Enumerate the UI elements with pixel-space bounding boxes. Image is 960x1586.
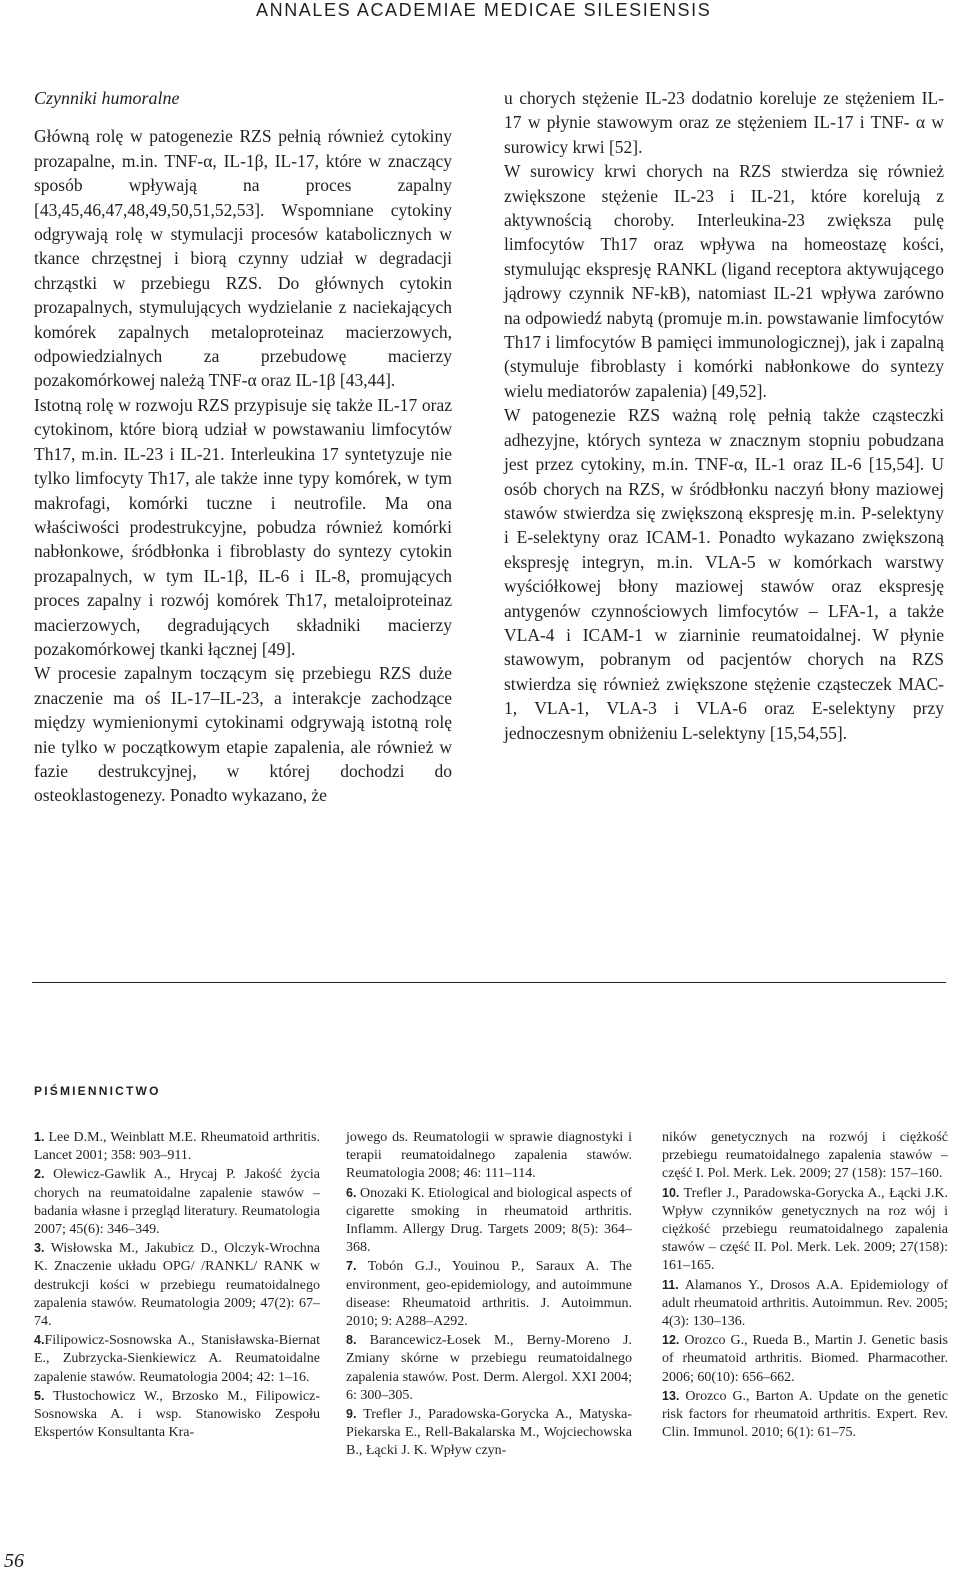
- reference-text: Trefler J., Paradowska-Gorycka A., Łącki J.K. Wpływ czynników genetycznych na roz wój i ciężkość przebiegu reumatoidalnego zapalenia stawów – część II. Pol. Merk. Lek. 2009; 27(158): 161–165.: [662, 1185, 948, 1274]
- paragraph: W procesie zapalnym toczącym się przebiegu RZS duże znaczenie ma oś IL-17–IL-23, a interakcje zachodzące między wymienionymi cytokinami odgrywają istotną rolę nie tylko w początkowym etapie zapalenia, ale również w fazie destrukcyjnej, w której dochodzi do osteoklastogenezy. Ponadto wykazano, że: [34, 663, 452, 806]
- reference-number: 4.: [34, 1333, 45, 1348]
- reference-item: [346, 1257, 632, 1331]
- reference-text: Orozco G., Barton A. Update on the genetic risk factors for rheumatoid arthritis. Expert. Rev. Clin. Immunol. 2010; 6(1): 61–75.: [662, 1388, 948, 1441]
- paragraph: u chorych stężenie IL-23 dodatnio koreluje ze stężeniem IL-17 w płynie stawowym oraz ze stężeniem IL-17 i TNF- α w surowicy krwi [52].: [504, 88, 944, 157]
- reference-text: Onozaki K. Etiological and biological aspects of cigarette smoking in rheumatoid arthritis. Inflamm. Allergy Drug. Targets 2009; 8(5): 364–368.: [346, 1185, 632, 1256]
- reference-number: 13.: [662, 1388, 680, 1403]
- article-column-left: [34, 86, 452, 808]
- reference-text: Orozco G., Rueda B., Martin J. Genetic basis of rheumatoid arthritis. Biomed. Pharmacother. 2006; 60(10): 656–662.: [662, 1333, 948, 1385]
- reference-item: [34, 1128, 320, 1165]
- reference-item: [34, 1331, 320, 1387]
- paragraph: W surowicy krwi chorych na RZS stwierdza się również zwiększone stężenie IL-23 i IL-21, które korelują z aktywnością choroby. Interleukina-23 zwiększa pulę limfocytów Th17 oraz wpływa na homeostazę kości, stymulując ekspresję RANKL (ligand receptora aktywującego jądrowy czynnik NF-kB), natomiast IL-21 wpływa zarówno na odpowiedź nabytą (promuje m.in. powstawanie limfocytów Th17 i limfocytów B pamięci immunologicznej), jak i zapalną (stymuluje fibroblasty i komórki nabłonkowe do syntezy wielu mediatorów zapalenia) [49,52].: [504, 161, 944, 401]
- section-title: Czynniki humoralne: [34, 88, 180, 108]
- reference-number: 6.: [346, 1185, 357, 1200]
- reference-text: Tobón G.J., Youinou P., Saraux A. The environment, geo-epidemiology, and autoimmune disease: Rheumatoid arthritis. J. Autoimmun. 2010; 9: A288–A292.: [346, 1259, 632, 1330]
- references-title: PIŚMIENNICTWO: [34, 1084, 161, 1098]
- paragraph: W patogenezie RZS ważną rolę pełnią także cząsteczki adhezyjne, których synteza w znacznym stopniu pobudzana jest przez cytokiny, m.in. TNF-α, IL-1 oraz IL-6 [15,54]. U osób chorych na RZS, w śródbłonku naczyń błony maziowej stawów stwierdza się zwiększoną ekspresję m.in. P-selektyny i E-selektyny oraz ICAM-1. Ponadto wykazano zwiększoną ekspresję integryn, m.in. VLA-5 w komórkach warstwy wyściółkowej błony maziowej stawów oraz ekspresję antygenów czynnościowych limfocytów – LFA-1, a także VLA-4 i ICAM-1 w ziarninie reumatoidalnej. W płynie stawowym, pobranym od pacjentów chorych na RZS stwierdza się również zwiększone stężenie cząsteczek MAC-1, VLA-1, VLA-3 i VLA-6 oraz E-selektyny przy jednoczesnym obniżeniu L-selektyny [15,54,55].: [504, 405, 944, 743]
- reference-number: 3.: [34, 1241, 45, 1256]
- reference-text: jowego ds. Reumatologii w sprawie diagnostyki i terapii reumatoidalnego zapalenia stawów. Reumatologia 2008; 46: 111–114.: [346, 1130, 632, 1182]
- paragraph: Główną rolę w patogenezie RZS pełnią również cytokiny prozapalne, m.in. TNF-α, IL-1β, IL-17, które w znaczący sposób wpływają na proces zapalny [43,45,46,47,48,49,50,51,52,53]. Wspomniane cytokiny odgrywają rolę w stymulacji procesów katabolicznych w tkance chrzęstnej i biorą czynny udział w degradacji chrząstki w przebiegu RZS. Do głównych cytokin prozapalnych, stymulujących wydzielanie z naciekających komórek zapalnych metaloproteinaz macierzowych, odpowiedzialnych za przebudowę macierzy pozakomórkowej należą TNF-α oraz IL-1β [43,44].: [34, 126, 452, 391]
- reference-item: [662, 1184, 948, 1276]
- reference-item: [34, 1165, 320, 1239]
- reference-item: [662, 1276, 948, 1332]
- references-column-1: [34, 1128, 320, 1442]
- reference-text: Wisłowska M., Jakubicz D., Olczyk-Wrochna K. Znaczenie układu OPG/ /RANKL/ RANK w destrukcji kości w przebiegu reumatoidalnego zapalenia stawów. Reumatologia 2009; 47(2): 67–74.: [34, 1241, 320, 1330]
- reference-number: 11.: [662, 1277, 679, 1292]
- reference-text: Trefler J., Paradowska-Gorycka A., Matyska-Piekarska E., Rell-Bakalarska M., Wojciechowska B., Łącki J. K. Wpływ czyn-: [346, 1407, 632, 1459]
- references-column-3: [662, 1128, 948, 1442]
- reference-text: Barancewicz-Łosek M., Berny-Moreno J. Zmiany skórne w przebiegu reumatoidalnego zapalenia stawów. Post. Derm. Alergol. XXI 2004; 6: 300–305.: [346, 1333, 632, 1403]
- reference-item: [346, 1331, 632, 1405]
- references-column-2: [346, 1128, 632, 1461]
- page-number: 56: [4, 1550, 24, 1572]
- running-head: ANNALES ACADEMIAE MEDICAE SILESIENSIS: [256, 0, 712, 20]
- reference-number: 2.: [34, 1167, 45, 1182]
- reference-text: Tłustochowicz W., Brzosko M., Filipowicz-Sosnowska A. i wsp. Stanowisko Zespołu Ekspertów Konsultanta Kra-: [34, 1388, 320, 1441]
- reference-item: [34, 1239, 320, 1331]
- article-column-right: [504, 86, 944, 745]
- reference-item: [346, 1405, 632, 1461]
- reference-item: [346, 1128, 632, 1184]
- reference-number: 5.: [34, 1388, 45, 1403]
- reference-number: 10.: [662, 1185, 680, 1200]
- reference-item: [662, 1387, 948, 1443]
- reference-number: 12.: [662, 1333, 680, 1348]
- section-divider: [32, 982, 946, 983]
- paragraph: Istotną rolę w rozwoju RZS przypisuje się także IL-17 oraz cytokinom, które biorą udział w powstawaniu limfocytów Th17, m.in. IL-23 i IL-21. Interleukina 17 syntetyzuje nie tylko limfocyty Th17, ale także inne typy komórek, w tym makrofagi, komórki tuczne i neutrofile. Ma ona właściwości prodestrukcyjne, pobudza również komórki nabłonkowe, śródbłonka i fibroblasty do syntezy cytokin prozapalnych, w tym IL-1β, IL-6 i IL-8, promujących proces zapalny i rozwój komórek Th17, metaloiproteinaz macierzowych, degradujących składniki macierzy pozakomórkowej tkanki łącznej [49].: [34, 394, 452, 659]
- reference-text: ników genetycznych na rozwój i ciężkość przebiegu reumatoidalnego zapalenia stawów – część I. Pol. Merk. Lek. 2009; 27 (158): 157–160.: [662, 1130, 948, 1182]
- reference-item: [34, 1387, 320, 1443]
- reference-number: 9.: [346, 1407, 357, 1422]
- reference-item: [662, 1128, 948, 1184]
- reference-number: 1.: [34, 1130, 45, 1144]
- reference-item: [662, 1331, 948, 1387]
- reference-text: Olewicz-Gawlik A., Hrycaj P. Jakość życia chorych na reumatoidalne zapalenie stawów – badania własne i przegląd literatury. Reumatologia 2007; 45(6): 346–349.: [34, 1167, 320, 1238]
- reference-number: 7.: [346, 1259, 357, 1274]
- reference-number: 8.: [346, 1333, 357, 1348]
- reference-text: Alamanos Y., Drosos A.A. Epidemiology of adult rheumatoid arthritis. Autoimmun. Rev. 2005; 4(3): 130–136.: [662, 1277, 948, 1330]
- reference-text: Lee D.M., Weinblatt M.E. Rheumatoid arthritis. Lancet 2001; 358: 903–911.: [34, 1130, 320, 1164]
- reference-text: Filipowicz-Sosnowska A., Stanisławska-Biernat E., Zubrzycka-Sienkiewicz A. Reumatoidalne zapalenie stawów. Reumatologia 2004; 42: 1–16.: [34, 1333, 320, 1385]
- reference-item: [346, 1184, 632, 1258]
